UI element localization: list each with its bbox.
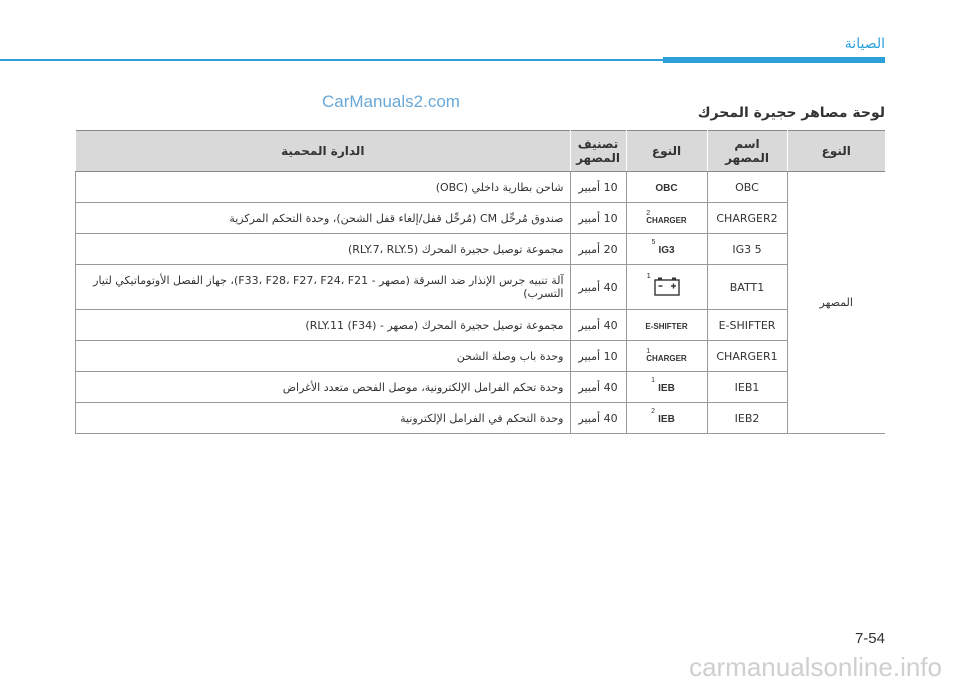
fuse-rating: 10 أمبير [570, 172, 626, 203]
fuse-name: OBC [707, 172, 787, 203]
fuse-rating: 20 أمبير [570, 234, 626, 265]
section-header-title: الصيانة [844, 36, 885, 52]
fuse-function: مجموعة توصيل حجيرة المحرك (RLY.7، RLY.5) [76, 234, 571, 265]
fuse-function: صندوق مُرحِّل CM (مُرحِّل قفل/إلغاء قفل الشحن)، وحدة التحكم المركزية [76, 203, 571, 234]
table-row [76, 234, 886, 265]
fuse-symbol-number: 1 [646, 348, 651, 355]
fuse-name: E-SHIFTER [707, 310, 787, 341]
fuse-rating: 40 أمبير [570, 372, 626, 403]
fuse-function: وحدة التحكم في الفرامل الإلكترونية [76, 403, 571, 434]
fuse-symbol-text: OBC [655, 182, 678, 194]
fuse-rating: 40 أمبير [570, 310, 626, 341]
fuse-symbol [626, 234, 707, 265]
header-function: الدارة المحمية [76, 131, 571, 172]
fuse-symbol-group [651, 407, 675, 425]
fuse-symbol [626, 341, 707, 372]
fuse-function: مجموعة توصيل حجيرة المحرك (مصهر - RLY.11 (F34)) [76, 310, 571, 341]
fuse-name: BATT1 [707, 265, 787, 310]
fuse-function: شاحن بطارية داخلي (OBC) [76, 172, 571, 203]
table-row [76, 403, 886, 434]
header-rule-accent [663, 57, 885, 63]
header-type: النوع [787, 131, 885, 172]
table-row [76, 372, 886, 403]
fuse-symbol-number: 2 [646, 210, 651, 217]
fuse-name: CHARGER2 [707, 203, 787, 234]
fuse-name: CHARGER1 [707, 341, 787, 372]
fuse-symbol [626, 310, 707, 341]
fuse-symbol-stack [646, 348, 686, 363]
header-rating: تصنيف المصهر [570, 131, 626, 172]
fuse-name: IEB2 [707, 403, 787, 434]
fuse-symbol-text: IEB [658, 413, 675, 425]
page-number: 7-54 [854, 630, 885, 647]
fuse-function: وحدة تحكم الفرامل الإلكترونية، موصل الفحص متعدد الأغراض [76, 372, 571, 403]
fuse-symbol-text: IEB [658, 382, 675, 394]
battery-icon [654, 276, 680, 296]
watermark-bottom: carmanualsonline.info [689, 652, 942, 682]
type-cell: المصهر [787, 172, 885, 434]
fuse-rating: 10 أمبير [570, 203, 626, 234]
header-name: اسم المصهر [707, 131, 787, 172]
table-header-row [76, 131, 886, 172]
fuse-symbol [626, 172, 707, 203]
fuse-symbol-stack [646, 210, 686, 225]
fuse-symbol-text: IG3 [658, 244, 675, 256]
table-row [76, 203, 886, 234]
fuse-symbol [626, 203, 707, 234]
fuse-symbol-number: 5 [651, 238, 656, 246]
fuse-name: IEB1 [707, 372, 787, 403]
fuse-symbol [626, 372, 707, 403]
table-row [76, 172, 886, 203]
table-row [76, 341, 886, 372]
fuse-symbol-number: 2 [651, 407, 656, 415]
fuse-table [75, 130, 885, 434]
fuse-rating: 40 أمبير [570, 403, 626, 434]
table-row [76, 265, 886, 310]
fuse-symbol-text: E-SHIFTER [645, 321, 688, 331]
fuse-rating: 10 أمبير [570, 341, 626, 372]
fuse-symbol-number: 1 [651, 376, 656, 384]
watermark-top: CarManuals2.com [322, 92, 460, 111]
fuse-rating: 40 أمبير [570, 265, 626, 310]
fuse-symbol [626, 265, 707, 310]
fuse-function: آلة تنبيه جرس الإنذار ضد السرقة (مصهر - F33، F28، F27، F24، F21)، جهاز الفصل الأوتوماتيكي لتيار التسرب) [76, 265, 571, 310]
fuse-symbol-group [651, 376, 675, 394]
battery-icon-wrap [646, 271, 680, 299]
fuse-name: IG3 5 [707, 234, 787, 265]
section-title: لوحة مصاهر حجيرة المحرك [697, 105, 885, 121]
fuse-symbol-number: 1 [646, 271, 651, 280]
header-icon: النوع [626, 131, 707, 172]
table-row [76, 310, 886, 341]
fuse-function: وحدة باب وصلة الشحن [76, 341, 571, 372]
fuse-symbol-group [651, 238, 675, 256]
fuse-symbol-text: CHARGER [646, 354, 687, 363]
fuse-symbol [626, 403, 707, 434]
fuse-symbol-text: CHARGER [646, 216, 687, 225]
